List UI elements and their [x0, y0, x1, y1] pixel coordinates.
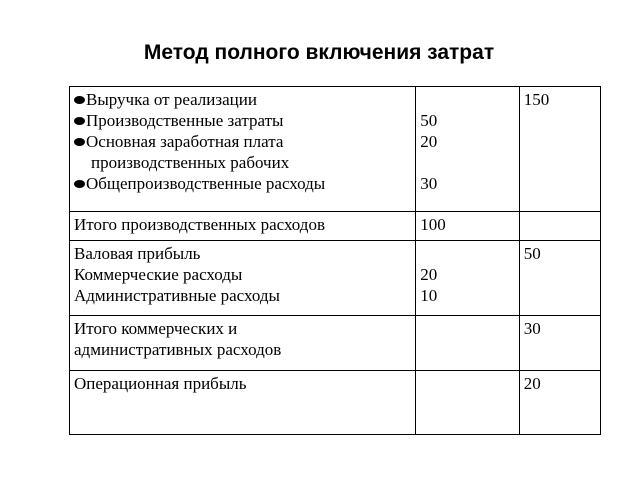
value-cell	[416, 212, 520, 241]
total-sga-label: Итого коммерческих и	[74, 319, 238, 338]
value-cell	[416, 371, 520, 435]
overhead-label: Общепроизводственные расходы	[74, 173, 411, 194]
selling-expenses-value: 20	[420, 265, 438, 284]
total-cell	[519, 87, 600, 212]
table-row	[70, 371, 601, 435]
table-row	[70, 241, 601, 316]
label-cell	[70, 87, 416, 212]
operating-profit-label: Операционная прибыль	[74, 374, 247, 393]
production-costs-label: Производственные затраты	[74, 110, 411, 131]
gross-profit-value: 50	[523, 244, 541, 263]
direct-wages-label: Основная заработная плата	[74, 131, 411, 152]
gross-profit-label: Валовая прибыль	[74, 244, 201, 263]
admin-expenses-label: Административные расходы	[74, 286, 280, 305]
total-production-label: Итого производственных расходов	[74, 215, 325, 234]
overhead-value: 30	[420, 174, 438, 193]
revenue-label: Выручка от реализации	[74, 89, 411, 110]
total-cell	[519, 371, 600, 435]
selling-expenses-label: Коммерческие расходы	[74, 265, 243, 284]
total-sga-label-cont: административных расходов	[74, 340, 282, 359]
total-cell	[519, 241, 600, 316]
total-production-value: 100	[420, 215, 446, 234]
total-cell	[519, 316, 600, 371]
table-row	[70, 316, 601, 371]
total-cell	[519, 212, 600, 241]
value-cell	[416, 316, 520, 371]
value-cell	[416, 241, 520, 316]
value-cell	[416, 87, 520, 212]
label-cell	[70, 371, 416, 435]
table-row	[70, 87, 601, 212]
production-costs-value: 50	[420, 111, 438, 130]
total-sga-value: 30	[523, 319, 541, 338]
table-row	[70, 212, 601, 241]
revenue-value: 150	[523, 90, 550, 109]
admin-expenses-value: 10	[420, 286, 438, 305]
page-title: Метод полного включения затрат	[143, 41, 495, 64]
operating-profit-value: 20	[523, 374, 541, 393]
label-cell	[70, 316, 416, 371]
direct-wages-value: 20	[420, 132, 438, 151]
label-cell	[70, 241, 416, 316]
cost-table	[69, 86, 601, 435]
direct-wages-label-cont: производственных рабочих	[91, 153, 290, 172]
label-cell	[70, 212, 416, 241]
